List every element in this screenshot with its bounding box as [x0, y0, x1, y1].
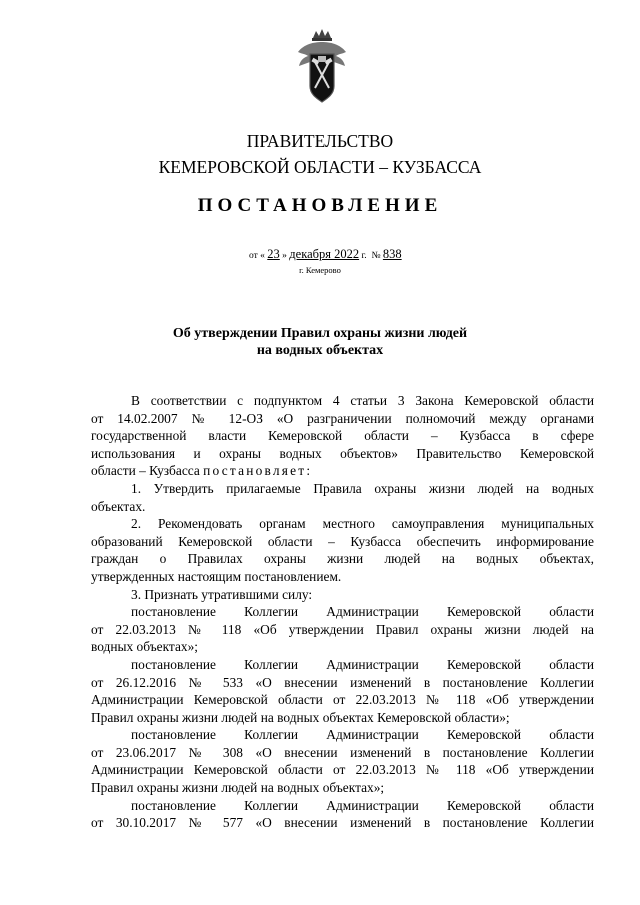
body-line: утвержденных настоящим постановлением. — [91, 568, 342, 584]
body-line: образований Кемеровской области – Кузбасса обеспечить информирование — [91, 533, 594, 549]
document-body — [91, 392, 594, 832]
body-line: использования и охраны водных объектов» Правительство Кемеровской — [91, 445, 594, 461]
date-mid: » — [282, 251, 287, 261]
body-line: Администрации Кемеровской области от 22.03.2013 № 118 «Об утверждении — [91, 762, 594, 778]
body-line: 3. Признать утратившими силу: — [131, 586, 313, 602]
body-line: государственной власти Кемеровской области – Кузбасса в сфере — [91, 428, 594, 444]
body-line: от 22.03.2013 № 118 «Об утверждении Правил охраны жизни людей на — [91, 621, 594, 637]
decree-word: постановляет: — [203, 463, 313, 479]
document-dateline — [249, 247, 402, 262]
body-line: от 14.02.2007 № 12-ОЗ «О разграничении полномочий между органами — [91, 410, 594, 426]
body-line: от 23.06.2017 № 308 «О внесении изменений в постановление Коллегии — [91, 744, 594, 760]
city: г. Кемерово — [299, 265, 341, 275]
subject-line2: на водных объектах — [256, 343, 384, 358]
number-label: № — [371, 251, 381, 261]
date-prefix: от « — [249, 251, 265, 261]
coat-of-arms-icon — [296, 28, 348, 106]
document-number: 838 — [382, 247, 402, 261]
body-line: от 30.10.2017 № 577 «О внесении изменений в постановление Коллегии — [91, 815, 594, 831]
body-line-text: области – Кузбасса — [91, 463, 200, 479]
date-suffix: г. — [361, 251, 367, 261]
date-day: 23 — [267, 247, 280, 261]
date-month-year: декабря 2022 — [289, 247, 360, 261]
subject-line1: Об утверждении Правил охраны жизни людей — [172, 326, 468, 341]
document-subject — [0, 325, 640, 359]
body-line: Правил охраны жизни людей на водных объектах»; — [91, 780, 385, 796]
body-line: граждан о Правилах охраны жизни людей на водных объектах, — [91, 551, 594, 567]
body-line: Администрации Кемеровской области от 22.03.2013 № 118 «Об утверждении — [91, 692, 594, 708]
body-line: объектах. — [91, 498, 146, 514]
document-type: ПОСТАНОВЛЕНИЕ — [197, 195, 443, 216]
body-line: постановление Коллегии Администрации Кемеровской области — [131, 656, 594, 672]
body-line: Правил охраны жизни людей на водных объектах Кемеровской области»; — [91, 709, 510, 725]
body-line — [91, 462, 594, 480]
body-line: постановление Коллегии Администрации Кемеровской области — [131, 727, 594, 743]
body-line: 1. Утвердить прилагаемые Правила охраны жизни людей на водных — [131, 480, 594, 496]
body-line: постановление Коллегии Администрации Кемеровской области — [131, 604, 594, 620]
body-line: В соответствии с подпунктом 4 статьи 3 Закона Кемеровской области — [131, 393, 594, 408]
body-line: постановление Коллегии Администрации Кемеровской области — [131, 797, 594, 813]
government-name-line2: КЕМЕРОВСКОЙ ОБЛАСТИ – КУЗБАССА — [158, 157, 482, 177]
government-name-line1: ПРАВИТЕЛЬСТВО — [246, 131, 394, 151]
body-line: водных объектах»; — [91, 639, 199, 655]
body-line: 2. Рекомендовать органам местного самоуправления муниципальных — [131, 516, 594, 532]
body-line: от 26.12.2016 № 533 «О внесении изменений в постановление Коллегии — [91, 674, 594, 690]
